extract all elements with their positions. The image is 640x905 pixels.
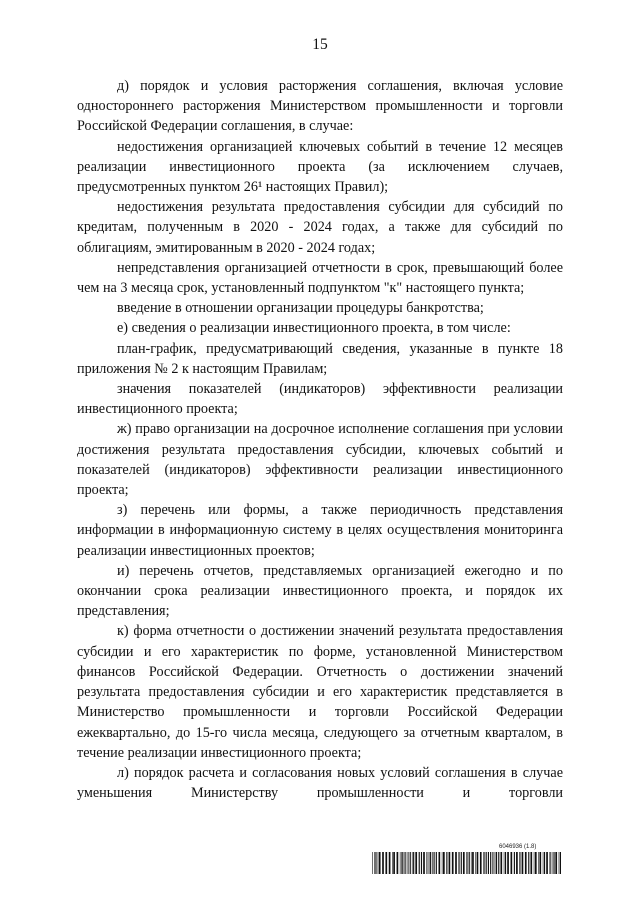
paragraph: недостижения организацией ключевых событий в течение 12 месяцев реализации инвестиционного проекта (за исключением случаев, предусмотренных пунктом 26¹ настоящих Правил); (77, 138, 563, 196)
paragraph: план-график, предусматривающий сведения, указанные в пункте 18 приложения № 2 к настоящим Правилам; (77, 340, 563, 377)
barcode-icon (372, 852, 562, 874)
paragraph: значения показателей (индикаторов) эффективности реализации инвестиционного проекта; (77, 381, 563, 418)
paragraph: введение в отношении организации процедуры банкротства; (117, 300, 484, 317)
paragraph: л) порядок расчета и согласования новых условий соглашения в случае уменьшения Министерству промышленности и торговли (77, 764, 563, 802)
document-body (77, 76, 563, 803)
document-code: 6046936 (1.8) (499, 844, 537, 850)
paragraph: к) форма отчетности о достижении значений результата предоставления субсидии и его характеристик по форме, установленной Министерством финансов Российской Федерации. Отчетность о достижении значений результата предоставления субсидии и его характеристик представляется в Министерство промышленности и торговли Российской Федерации ежеквартально, до 15-го числа месяца, следующего за отчетным кварталом, в течение реализации инвестиционного проекта; (77, 623, 563, 761)
paragraph: з) перечень или формы, а также периодичность представления информации в информационную систему в целях осуществления мониторинга реализации инвестиционных проектов; (77, 502, 563, 559)
paragraph: и) перечень отчетов, представляемых организацией ежегодно и по окончании срока реализации инвестиционного проекта, и порядок их представления; (77, 562, 563, 620)
paragraph: ж) право организации на досрочное исполнение соглашения при условии достижения результата предоставления субсидии, ключевых событий и показателей (индикаторов) эффективности реализации инвестиционного проекта; (77, 421, 563, 499)
paragraph: недостижения результата предоставления субсидии для субсидий по кредитам, полученным в 2020 - 2024 годах, а также для субсидий по облигациям, эмитированным в 2020 - 2024 годах; (77, 199, 563, 256)
paragraph: е) сведения о реализации инвестиционного проекта, в том числе: (117, 320, 511, 337)
page-number: 15 (312, 36, 328, 53)
paragraph: непредставления организацией отчетности в срок, превышающий более чем на 3 месяца срок, установленный подпунктом "к" настоящего пункта; (77, 259, 563, 297)
paragraph: д) порядок и условия расторжения соглашения, включая условие одностороннего расторжения Министерством промышленности и торговли Российской Федерации соглашения, в случае: (77, 78, 563, 135)
